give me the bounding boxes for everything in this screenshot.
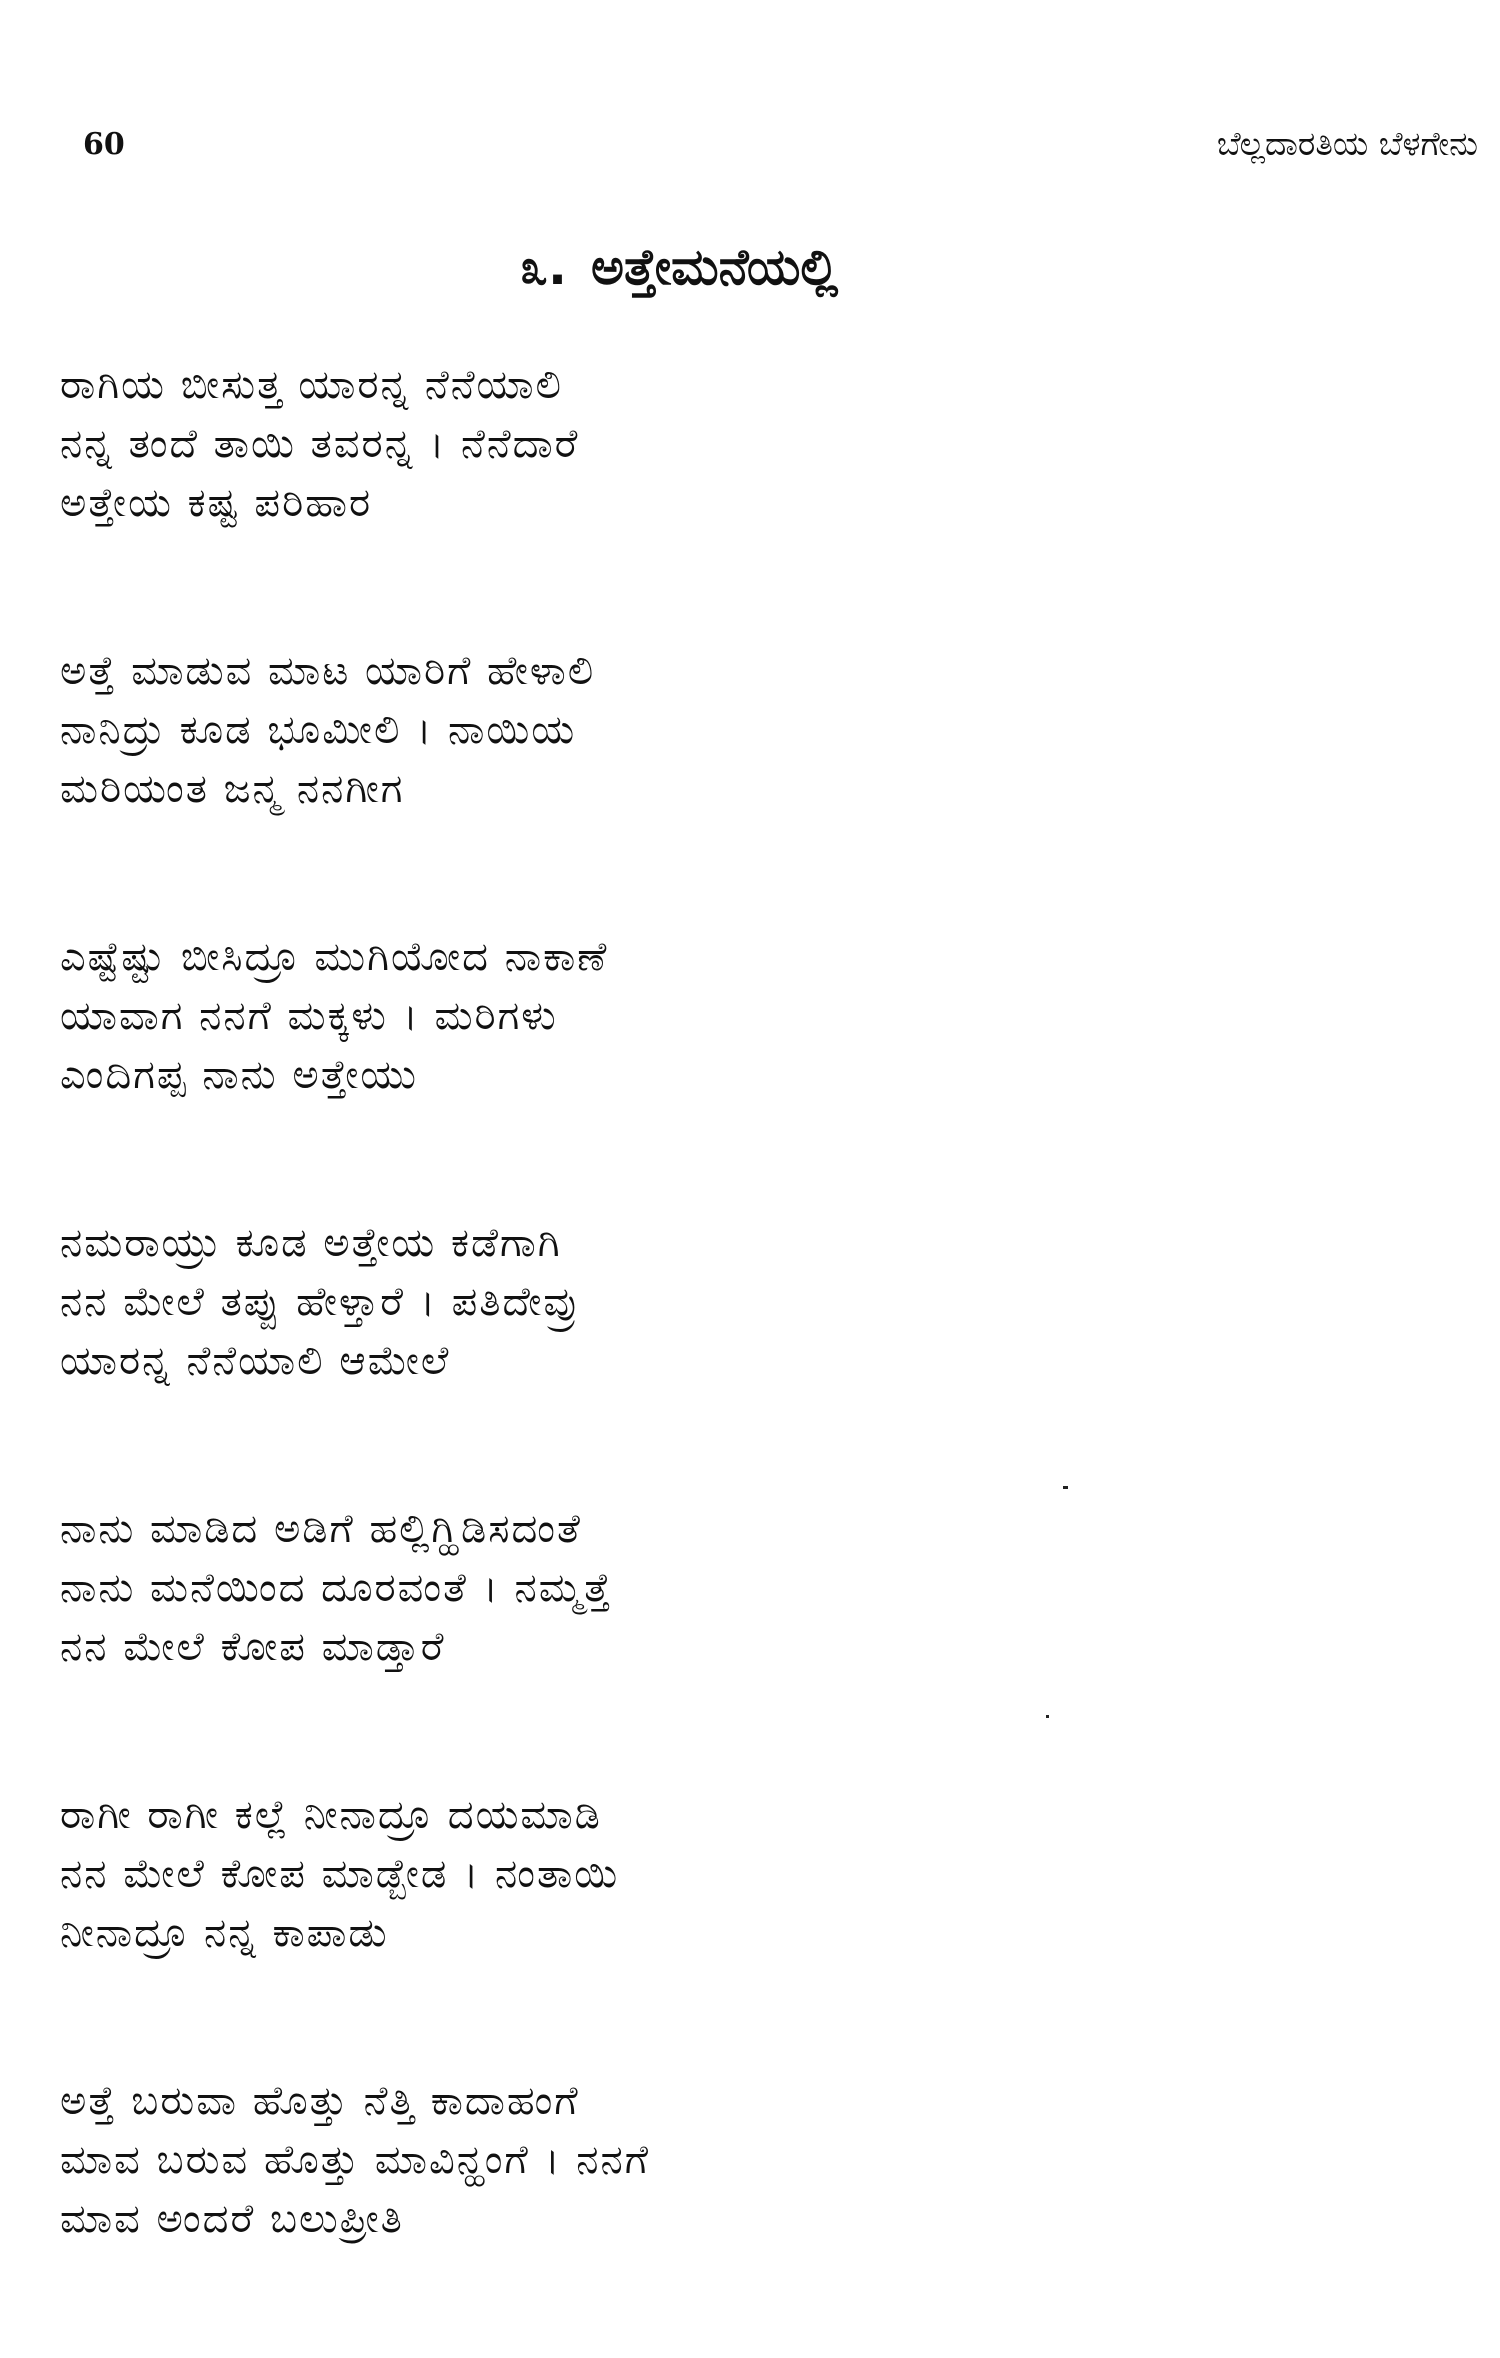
poem-line: ರಾಗಿಯ ಬೀಸುತ್ತ ಯಾರನ್ನ ನೆನೆಯಾಲಿ bbox=[60, 362, 563, 408]
poem-line: ನನ ಮೇಲೆ ತಪ್ಪು ಹೇಳ್ತಾರೆ । ಪತಿದೇವ್ರು bbox=[60, 1279, 580, 1325]
poem-line: ಅತ್ತೆ ಬರುವಾ ಹೊತ್ತು ನೆತ್ತಿ ಕಾದಾಹಂಗೆ bbox=[60, 2078, 580, 2124]
poem-line: ನನ ಮೇಲೆ ಕೋಪ ಮಾಡ್ತಾರೆ bbox=[60, 1624, 446, 1670]
stanza bbox=[60, 642, 1460, 819]
stanza bbox=[60, 1786, 1460, 1963]
poem-line: ನಾನು ಮಾಡಿದ ಅಡಿಗೆ ಹಲ್ಲಿಗ್ಹಿಡಿಸದಂತೆ bbox=[60, 1506, 582, 1552]
poem-line: ನಮರಾಯ್ರು ಕೂಡ ಅತ್ತೇಯ ಕಡೆಗಾಗಿ bbox=[60, 1220, 562, 1266]
poem-line: ನನ ಮೇಲೆ ಕೋಪ ಮಾಡ್ಬೇಡ । ನಂತಾಯಿ bbox=[60, 1851, 620, 1897]
poem-line: ಅತ್ತೆ ಮಾಡುವ ಮಾಟ ಯಾರಿಗೆ ಹೇಳಾಲಿ bbox=[60, 648, 596, 694]
poem-line: ಅತ್ತೇಯ ಕಷ್ಟ ಪರಿಹಾರ bbox=[60, 480, 373, 526]
poem-line: ಮಾವ ಬರುವ ಹೊತ್ತು ಮಾವಿನ್ಹಂಗೆ । ನನಗೆ bbox=[60, 2137, 651, 2183]
poem-line: ರಾಗೀ ರಾಗೀ ಕಲ್ಲೆ ನೀನಾದ್ರೂ ದಯಮಾಡಿ bbox=[60, 1792, 602, 1838]
poem-line: ಎಂದಿಗಪ್ಪ ನಾನು ಅತ್ತೇಯು bbox=[60, 1052, 418, 1098]
stanza bbox=[60, 356, 1460, 533]
poem-line: ನಾನಿದ್ರು ಕೂಡ ಭೂಮೀಲಿ । ನಾಯಿಯ bbox=[60, 707, 577, 753]
poem-line: ನನ್ನ ತಂದೆ ತಾಯಿ ತವರನ್ನ । ನೆನೆದಾರೆ bbox=[60, 421, 580, 467]
poem-line: ನೀನಾದ್ರೂ ನನ್ನ ಕಾಪಾಡು bbox=[60, 1910, 389, 1956]
poem-line: ಯಾವಾಗ ನನಗೆ ಮಕ್ಕಳು । ಮರಿಗಳು bbox=[60, 993, 558, 1039]
poem-line: ಎಷ್ಟೆಷ್ಟು ಬೀಸಿದ್ರೂ ಮುಗಿಯೋದ ನಾಕಾಣೆ bbox=[60, 934, 609, 980]
poem-body bbox=[60, 356, 1460, 2358]
stanza bbox=[60, 2072, 1460, 2249]
stanza bbox=[60, 928, 1460, 1105]
poem-title-text: ಅತ್ತೇಮನೆಯಲ್ಲಿ bbox=[591, 238, 839, 296]
poem-line: ಯಾರನ್ನ ನೆನೆಯಾಲಿ ಆಮೇಲೆ bbox=[60, 1338, 451, 1384]
page-number: 60 bbox=[83, 127, 125, 162]
stanza bbox=[60, 1214, 1460, 1391]
running-title: ಬೆಲ್ಲದಾರತಿಯ ಬೆಳಗೇನು bbox=[1216, 124, 1478, 163]
poem-number: ೩. bbox=[520, 238, 567, 296]
poem-title bbox=[520, 232, 838, 302]
print-speck bbox=[1046, 1715, 1049, 1718]
poem-line: ನಾನು ಮನೆಯಿಂದ ದೂರವಂತೆ । ನಮ್ಮತ್ತೆ bbox=[60, 1565, 613, 1611]
poem-line: ಮಾವ ಅಂದರೆ ಬಲುಪ್ರೀತಿ bbox=[60, 2196, 404, 2242]
stanza bbox=[60, 1500, 1460, 1677]
print-speck bbox=[1063, 1486, 1068, 1489]
poem-line: ಮರಿಯಂತ ಜನ್ಮ ನನಗೀಗ bbox=[60, 766, 405, 812]
